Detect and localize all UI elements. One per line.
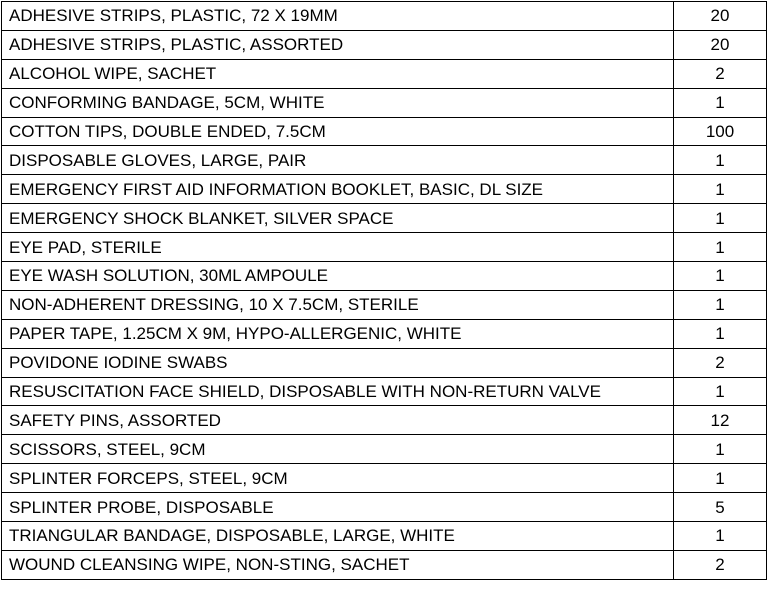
- item-quantity-cell: 2: [674, 59, 767, 88]
- item-name-cell: ADHESIVE STRIPS, PLASTIC, 72 X 19MM: [2, 2, 674, 31]
- table-row: [2, 262, 767, 291]
- item-quantity-cell: 1: [674, 377, 767, 406]
- table-row: [2, 348, 767, 377]
- item-quantity-cell: 1: [674, 233, 767, 262]
- item-quantity-cell: 1: [674, 146, 767, 175]
- table-row: [2, 464, 767, 493]
- item-name-cell: ALCOHOL WIPE, SACHET: [2, 59, 674, 88]
- item-quantity-cell: 1: [674, 175, 767, 204]
- item-name-cell: SCISSORS, STEEL, 9CM: [2, 435, 674, 464]
- item-quantity-cell: 100: [674, 117, 767, 146]
- item-name-cell: WOUND CLEANSING WIPE, NON-STING, SACHET: [2, 550, 674, 579]
- table-row: [2, 377, 767, 406]
- item-name-cell: RESUSCITATION FACE SHIELD, DISPOSABLE WITH NON-RETURN VALVE: [2, 377, 674, 406]
- item-quantity-cell: 2: [674, 550, 767, 579]
- table-row: [2, 493, 767, 522]
- item-quantity-cell: 1: [674, 435, 767, 464]
- item-quantity-cell: 5: [674, 493, 767, 522]
- table-row: [2, 406, 767, 435]
- item-name-cell: EMERGENCY FIRST AID INFORMATION BOOKLET, BASIC, DL SIZE: [2, 175, 674, 204]
- item-quantity-cell: 1: [674, 262, 767, 291]
- item-name-cell: SPLINTER FORCEPS, STEEL, 9CM: [2, 464, 674, 493]
- table-row: [2, 290, 767, 319]
- table-row: [2, 59, 767, 88]
- item-quantity-cell: 1: [674, 464, 767, 493]
- table-row: [2, 30, 767, 59]
- item-quantity-cell: 1: [674, 88, 767, 117]
- item-name-cell: CONFORMING BANDAGE, 5CM, WHITE: [2, 88, 674, 117]
- item-name-cell: EYE PAD, STERILE: [2, 233, 674, 262]
- item-quantity-cell: 2: [674, 348, 767, 377]
- table-row: [2, 204, 767, 233]
- table-row: [2, 233, 767, 262]
- item-name-cell: DISPOSABLE GLOVES, LARGE, PAIR: [2, 146, 674, 175]
- item-quantity-cell: 1: [674, 522, 767, 551]
- item-name-cell: COTTON TIPS, DOUBLE ENDED, 7.5CM: [2, 117, 674, 146]
- item-name-cell: TRIANGULAR BANDAGE, DISPOSABLE, LARGE, WHITE: [2, 522, 674, 551]
- table-row: [2, 175, 767, 204]
- item-quantity-cell: 12: [674, 406, 767, 435]
- item-name-cell: EMERGENCY SHOCK BLANKET, SILVER SPACE: [2, 204, 674, 233]
- table-row: [2, 319, 767, 348]
- item-name-cell: POVIDONE IODINE SWABS: [2, 348, 674, 377]
- table-body: [2, 2, 767, 580]
- first-aid-contents-table: [1, 1, 767, 580]
- item-quantity-cell: 1: [674, 204, 767, 233]
- item-name-cell: SPLINTER PROBE, DISPOSABLE: [2, 493, 674, 522]
- item-quantity-cell: 20: [674, 2, 767, 31]
- table-row: [2, 2, 767, 31]
- item-name-cell: PAPER TAPE, 1.25CM X 9M, HYPO-ALLERGENIC, WHITE: [2, 319, 674, 348]
- item-quantity-cell: 1: [674, 290, 767, 319]
- item-name-cell: EYE WASH SOLUTION, 30ML AMPOULE: [2, 262, 674, 291]
- table-row: [2, 435, 767, 464]
- table-row: [2, 550, 767, 579]
- item-name-cell: NON-ADHERENT DRESSING, 10 X 7.5CM, STERILE: [2, 290, 674, 319]
- table-row: [2, 146, 767, 175]
- table-row: [2, 117, 767, 146]
- item-name-cell: SAFETY PINS, ASSORTED: [2, 406, 674, 435]
- table-row: [2, 522, 767, 551]
- item-quantity-cell: 20: [674, 30, 767, 59]
- item-quantity-cell: 1: [674, 319, 767, 348]
- item-name-cell: ADHESIVE STRIPS, PLASTIC, ASSORTED: [2, 30, 674, 59]
- table-row: [2, 88, 767, 117]
